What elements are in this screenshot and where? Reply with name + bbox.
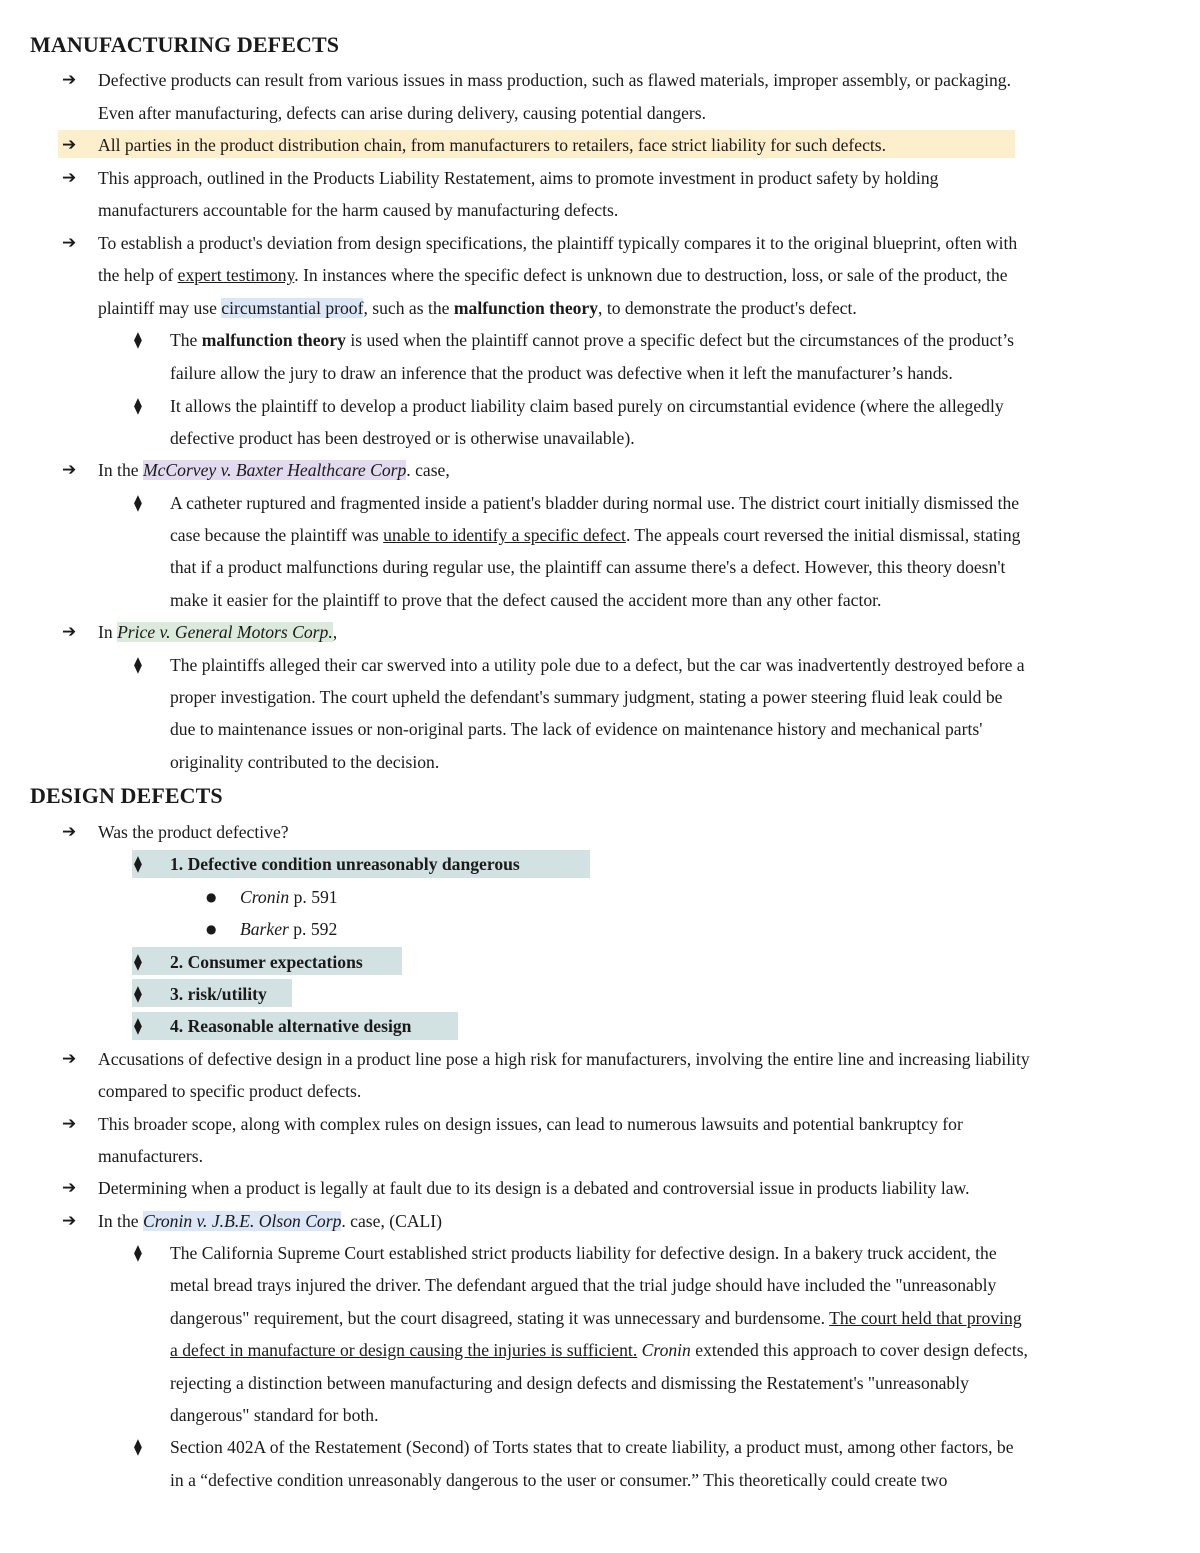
- arrow-bullet-icon: ➔: [62, 622, 77, 642]
- arrow-bullet-icon: ➔: [62, 233, 77, 253]
- test-item-1: 1. Defective condition unreasonably dangerous: [170, 854, 520, 874]
- test-item-2: 2. Consumer expectations: [170, 952, 363, 972]
- diamond-bullet-icon: ⧫: [134, 1016, 142, 1035]
- test-item-3: 3. risk/utility: [170, 984, 267, 1004]
- arrow-bullet-icon: ➔: [62, 1049, 77, 1069]
- body-line: the help of expert testimony. In instances where the specific defect is unknown due to destruction, loss, or sale of the product, the: [98, 265, 1008, 285]
- case-line: In the McCorvey v. Baxter Healthcare Corp. case,: [98, 460, 450, 480]
- underlined-holding: The court held that proving: [829, 1308, 1022, 1328]
- body-line: due to maintenance issues or non-original parts. The lack of evidence on maintenance history and mechanical parts': [170, 719, 983, 739]
- body-line: compared to specific product defects.: [98, 1081, 362, 1101]
- body-line: make it easier for the plaintiff to prove that the defect caused the accident more than any other factor.: [170, 590, 882, 610]
- body-line: defective product has been destroyed or is otherwise unavailable).: [170, 428, 635, 448]
- body-line: that if a product malfunctions during regular use, the plaintiff can assume there's a defect. However, this theory doesn't: [170, 557, 1006, 577]
- body-line: in a “defective condition unreasonably dangerous to the user or consumer.” This theoretically could create two: [170, 1470, 948, 1490]
- arrow-bullet-icon: ➔: [62, 168, 77, 188]
- body-line: a defect in manufacture or design causing the injuries is sufficient. Cronin extended this approach to cover design defects,: [170, 1340, 1028, 1360]
- bold-term: malfunction theory: [453, 298, 599, 318]
- diamond-bullet-icon: ⧫: [134, 854, 142, 873]
- body-line: dangerous" requirement, but the court disagreed, stating it was unnecessary and burdensome. The court held that proving: [170, 1308, 1022, 1328]
- diamond-bullet-icon: ⧫: [134, 984, 142, 1003]
- heading-design-defects: DESIGN DEFECTS: [30, 783, 223, 808]
- underlined-phrase: expert testimony: [177, 265, 295, 285]
- arrow-bullet-icon: ➔: [62, 1114, 77, 1134]
- case-reference: Cronin p. 591: [240, 887, 338, 907]
- underlined-phrase: unable to identify a specific defect: [383, 525, 626, 545]
- case-name-price: Price v. General Motors Corp.: [117, 622, 333, 642]
- body-line: manufacturers accountable for the harm caused by manufacturing defects.: [98, 200, 619, 220]
- case-name-cronin: Cronin v. J.B.E. Olson Corp: [142, 1211, 342, 1231]
- body-line: Even after manufacturing, defects can arise during delivery, causing potential dangers.: [98, 103, 707, 123]
- diamond-bullet-icon: ⧫: [134, 396, 142, 415]
- body-line: The plaintiffs alleged their car swerved into a utility pole due to a defect, but the car was inadvertently destroyed before a: [170, 655, 1025, 675]
- body-line: proper investigation. The court upheld the defendant's summary judgment, stating a power steering fluid leak could be: [170, 687, 1003, 707]
- diamond-bullet-icon: ⧫: [134, 493, 142, 512]
- case-reference: Barker p. 592: [240, 919, 338, 939]
- case-line: In the Cronin v. J.B.E. Olson Corp. case, (CALI): [98, 1211, 443, 1231]
- highlighted-statement: All parties in the product distribution chain, from manufacturers to retailers, face strict liability for such defects.: [98, 135, 887, 155]
- diamond-bullet-icon: ⧫: [134, 655, 142, 674]
- heading-manufacturing-defects: MANUFACTURING DEFECTS: [30, 32, 340, 57]
- arrow-bullet-icon: ➔: [62, 1211, 77, 1231]
- underlined-holding: a defect in manufacture or design causing the injuries is sufficient.: [170, 1340, 638, 1360]
- body-line: Accusations of defective design in a product line pose a high risk for manufacturers, involving the entire line and increasing liability: [98, 1049, 1030, 1069]
- diamond-bullet-icon: ⧫: [134, 1437, 142, 1456]
- body-line: To establish a product's deviation from design specifications, the plaintiff typically compares it to the original blueprint, often with: [98, 233, 1018, 253]
- body-line: failure allow the jury to draw an inference that the product was defective when it left the manufacturer’s hands.: [170, 363, 953, 383]
- highlighted-phrase: circumstantial proof: [221, 298, 364, 318]
- body-line: This broader scope, along with complex rules on design issues, can lead to numerous lawsuits and potential bankruptcy for: [98, 1114, 963, 1134]
- body-line: case because the plaintiff was unable to identify a specific defect. The appeals court reversed the initial dismissal, stating: [170, 525, 1021, 545]
- diamond-bullet-icon: ⧫: [134, 1243, 142, 1262]
- body-line: Defective products can result from various issues in mass production, such as flawed materials, improper assembly, or packaging.: [98, 70, 1011, 90]
- body-line: manufacturers.: [98, 1146, 204, 1166]
- test-item-4: 4. Reasonable alternative design: [170, 1016, 412, 1036]
- body-line: originality contributed to the decision.: [170, 752, 440, 772]
- body-line: Section 402A of the Restatement (Second) of Torts states that to create liability, a product must, among other factors, be: [170, 1437, 1014, 1457]
- body-line: rejecting a distinction between manufacturing and design defects and dismissing the Restatement's "unreasonably: [170, 1373, 969, 1393]
- body-line: This approach, outlined in the Products Liability Restatement, aims to promote investment in product safety by holding: [98, 168, 939, 188]
- diamond-bullet-icon: ⧫: [134, 952, 142, 971]
- arrow-bullet-icon: ➔: [62, 822, 77, 842]
- body-line: It allows the plaintiff to develop a product liability claim based purely on circumstantial evidence (where the allegedly: [170, 396, 1004, 416]
- case-name-mccorvey: McCorvey v. Baxter Healthcare Corp: [142, 460, 407, 480]
- arrow-bullet-icon: ➔: [62, 1178, 77, 1198]
- body-line: Was the product defective?: [98, 822, 289, 842]
- bold-term: malfunction theory: [201, 330, 346, 350]
- arrow-bullet-icon: ➔: [62, 70, 77, 90]
- arrow-bullet-icon: ➔: [62, 460, 77, 480]
- body-line: dangerous" standard for both.: [170, 1405, 379, 1425]
- case-line: In Price v. General Motors Corp.,: [98, 622, 338, 642]
- diamond-bullet-icon: ⧫: [134, 330, 142, 349]
- body-line: A catheter ruptured and fragmented inside a patient's bladder during normal use. The district court initially dismissed the: [170, 493, 1020, 513]
- body-line: The California Supreme Court established strict products liability for defective design. In a bakery truck accident, the: [170, 1243, 997, 1263]
- body-line: Determining when a product is legally at fault due to its design is a debated and controversial issue in products liability law.: [98, 1178, 970, 1198]
- body-line: The malfunction theory is used when the plaintiff cannot prove a specific defect but the circumstances of the product’s: [170, 330, 1014, 350]
- body-line: plaintiff may use circumstantial proof, such as the malfunction theory, to demonstrate the product's defect.: [98, 298, 857, 318]
- body-line: metal bread trays injured the driver. The defendant argued that the trial judge should have included the "unreasonably: [170, 1275, 997, 1295]
- dot-bullet-icon: ●: [206, 922, 217, 936]
- arrow-bullet-icon: ➔: [62, 135, 77, 155]
- dot-bullet-icon: ●: [206, 890, 217, 904]
